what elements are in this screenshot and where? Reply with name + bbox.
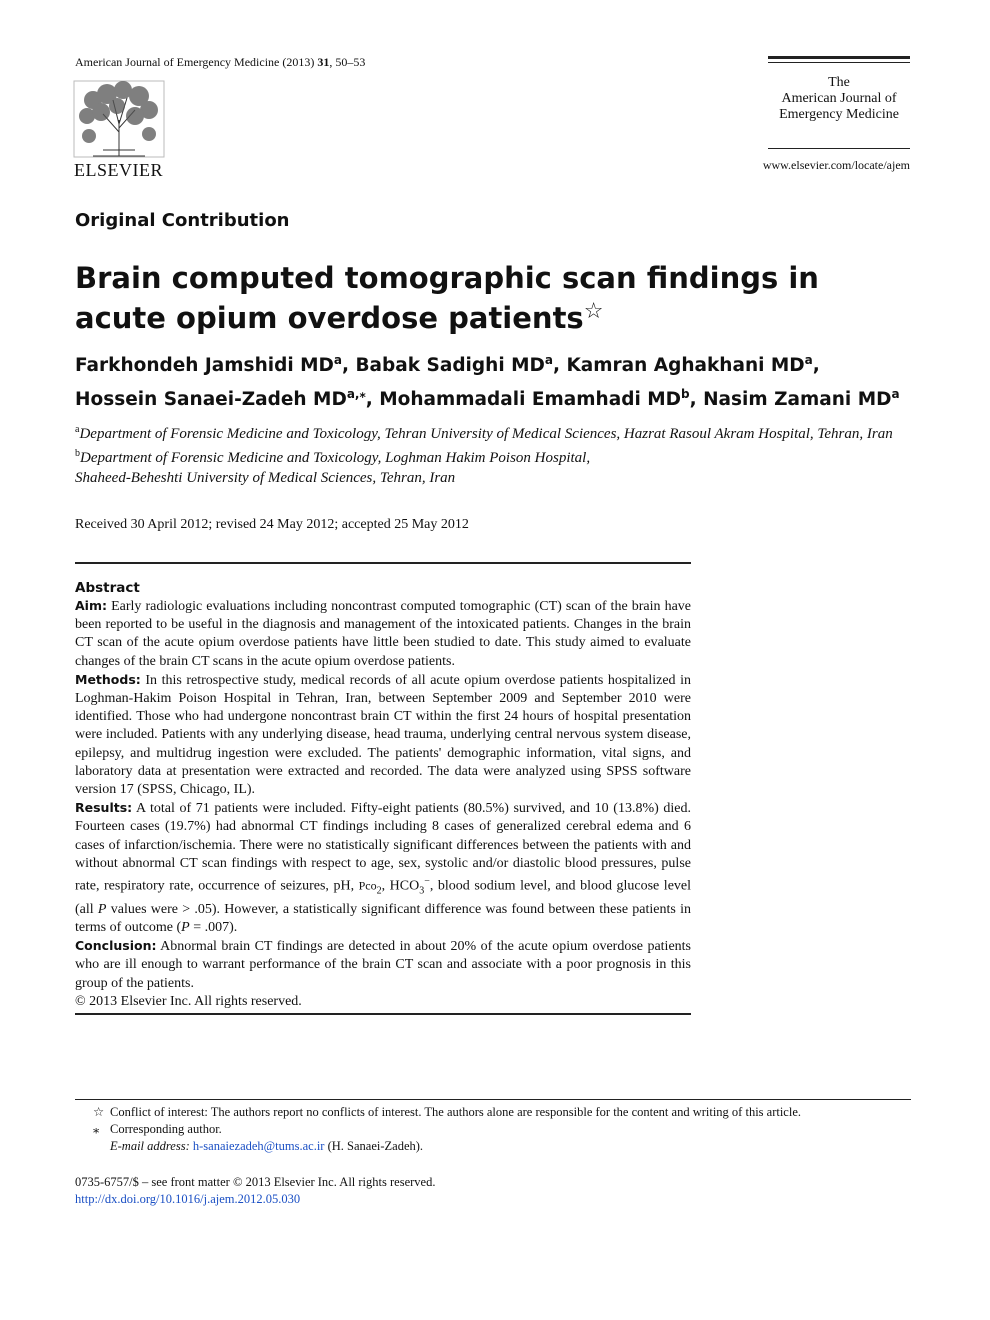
journal-brand-name bbox=[768, 75, 910, 123]
issn-line: 0735-6757/$ – see front matter © 2013 Elsevier Inc. All rights reserved. bbox=[75, 1175, 436, 1189]
author-line-1: Farkhondeh Jamshidi $MD^a$, Babak Sadighi $MD^a$, Kamran Aghakhani $MD^a$, bbox=[75, 353, 820, 377]
affiliation-b-cont: Shaheed-Beheshti University of Medical Sciences, Tehran, Iran bbox=[75, 470, 456, 486]
email-link[interactable]: h-sanaiezadeh@tums.ac.ir bbox=[192, 1139, 325, 1153]
footnote-corresponding: ⁎ Corresponding author. bbox=[93, 1122, 222, 1136]
affiliation-b: $^b$Department of Forensic Medicine and Toxicology, Loghman Hakim Poison Hospital, bbox=[75, 448, 591, 466]
abstract-bottom-rule bbox=[75, 1013, 691, 1015]
elsevier-tree-logo bbox=[73, 80, 165, 158]
author[interactable]: Mohammadali Emamhadi $MD^b$ bbox=[379, 387, 690, 411]
abstract-copyright: © 2013 Elsevier Inc. All rights reserved. bbox=[75, 993, 302, 1009]
footnote-rule bbox=[75, 1099, 911, 1100]
footnote-email: E-mail address: h-sanaiezadeh@tums.ac.ir (H. Sanaei-Zadeh). bbox=[110, 1139, 424, 1153]
article-title: Brain computed tomographic scan findings in acute opium overdose patients☆ bbox=[75, 261, 819, 335]
abstract-results: Results: A total of 71 patients were included. Fifty-eight patients (80.5%) survived, and 10 (13.8%) died. Fourteen cases (19.7%) had abnormal CT findings including 8 cases of generalized cerebral edema and 6 cases of infarction/ischemia. There were no statistically significant differences between the patients with and without abnormal CT scan findings with respect to age, sex, systolic and/or diastolic blood pressures, pulse rate, respiratory rate, occurrence of seizures, pH, Pco$_2$, $HCO_3^-$, blood sodium level, and blood glucose level (all P values were > .05). However, a statistically significant difference was found between these patients in terms of outcome (P = .007). bbox=[75, 800, 692, 935]
section-label: Original Contribution bbox=[75, 210, 290, 231]
brand-line-1: The bbox=[828, 75, 850, 90]
abstract-heading: Abstract bbox=[75, 580, 140, 596]
abstract-body bbox=[75, 597, 691, 1011]
journal-reference: American Journal of Emergency Medicine (2013) 31, 50–53 bbox=[75, 55, 366, 69]
author[interactable]: Babak Sadighi $MD^a$ bbox=[355, 353, 553, 377]
affiliations bbox=[75, 420, 915, 488]
brand-line-2: American Journal of bbox=[781, 91, 897, 106]
brand-line-3: Emergency Medicine bbox=[779, 107, 899, 122]
journal-brand bbox=[768, 56, 910, 123]
abstract-top-rule bbox=[75, 562, 691, 564]
issn-block bbox=[75, 1174, 435, 1208]
article-dates: Received 30 April 2012; revised 24 May 2012; accepted 25 May 2012 bbox=[75, 517, 469, 532]
footnote-conflict: ☆ Conflict of interest: The authors report no conflicts of interest. The authors alone are responsible for the content and writing of this article. bbox=[93, 1105, 802, 1119]
publisher-name: ELSEVIER bbox=[74, 160, 163, 180]
abstract-methods: Methods: In this retrospective study, medical records of all acute opium overdose patients hospitalized in Loghman-Hakim Poison Hospital in Tehran, Iran, between September 2009 and September 2010 were identified. Those who had undergone noncontrast brain CT within the first 24 hours of hospital presentation were included. Patients with any underlying disease, head trauma, underlying central nervous system disease, epilepsy, and multidrug ingestion were excluded. The patients' demographic information, vital signs, and laboratory data at presentation were extracted and recorded. The data were analyzed using SPSS software version 17 (SPSS, Chicago, IL). bbox=[75, 671, 691, 798]
author-list bbox=[75, 346, 915, 414]
abstract-conclusion: Conclusion: Abnormal brain CT findings are detected in about 20% of the acute opium overdose patients who are ill enough to warrant performance of the brain CT scan and associate with a poor prognosis in this group of the patients. bbox=[75, 938, 691, 991]
affiliation-a: $^a$Department of Forensic Medicine and Toxicology, Tehran University of Medical Sciences, Hazrat Rasoul Akram Hospital, Tehran, Iran bbox=[75, 424, 893, 442]
footnotes bbox=[75, 1104, 911, 1155]
author[interactable]: Kamran Aghakhani $MD^a$ bbox=[566, 353, 813, 377]
author-line-2: Hossein Sanaei-Zadeh $MD^{a,⁎}$, Mohammadali Emamhadi $MD^b$, Nasim Zamani $MD^a$ bbox=[75, 387, 900, 411]
author[interactable]: Hossein Sanaei-Zadeh $MD^{a,⁎}$ bbox=[75, 387, 366, 411]
brand-rule-thick bbox=[768, 56, 910, 59]
journal-url[interactable]: www.elsevier.com/locate/ajem bbox=[762, 158, 910, 172]
title-footnote-star[interactable]: ☆ bbox=[583, 299, 604, 324]
doi-link[interactable]: http://dx.doi.org/10.1016/j.ajem.2012.05.030 bbox=[75, 1192, 301, 1206]
abstract-aim: Aim: Early radiologic evaluations including noncontrast computed tomographic (CT) scan of the brain have been reported to be useful in the diagnosis and management of the intoxicated patients. Changes in the brain CT scan of the acute opium overdose patients have little been studied to date. This study aimed to evaluate changes of the brain CT scans in the acute opium overdose patients. bbox=[75, 598, 691, 669]
author[interactable]: Farkhondeh Jamshidi $MD^a$ bbox=[75, 353, 342, 377]
author[interactable]: Nasim Zamani $MD^a$ bbox=[703, 387, 900, 411]
brand-rule-thin bbox=[768, 62, 910, 63]
brand-rule-bottom bbox=[768, 148, 910, 149]
